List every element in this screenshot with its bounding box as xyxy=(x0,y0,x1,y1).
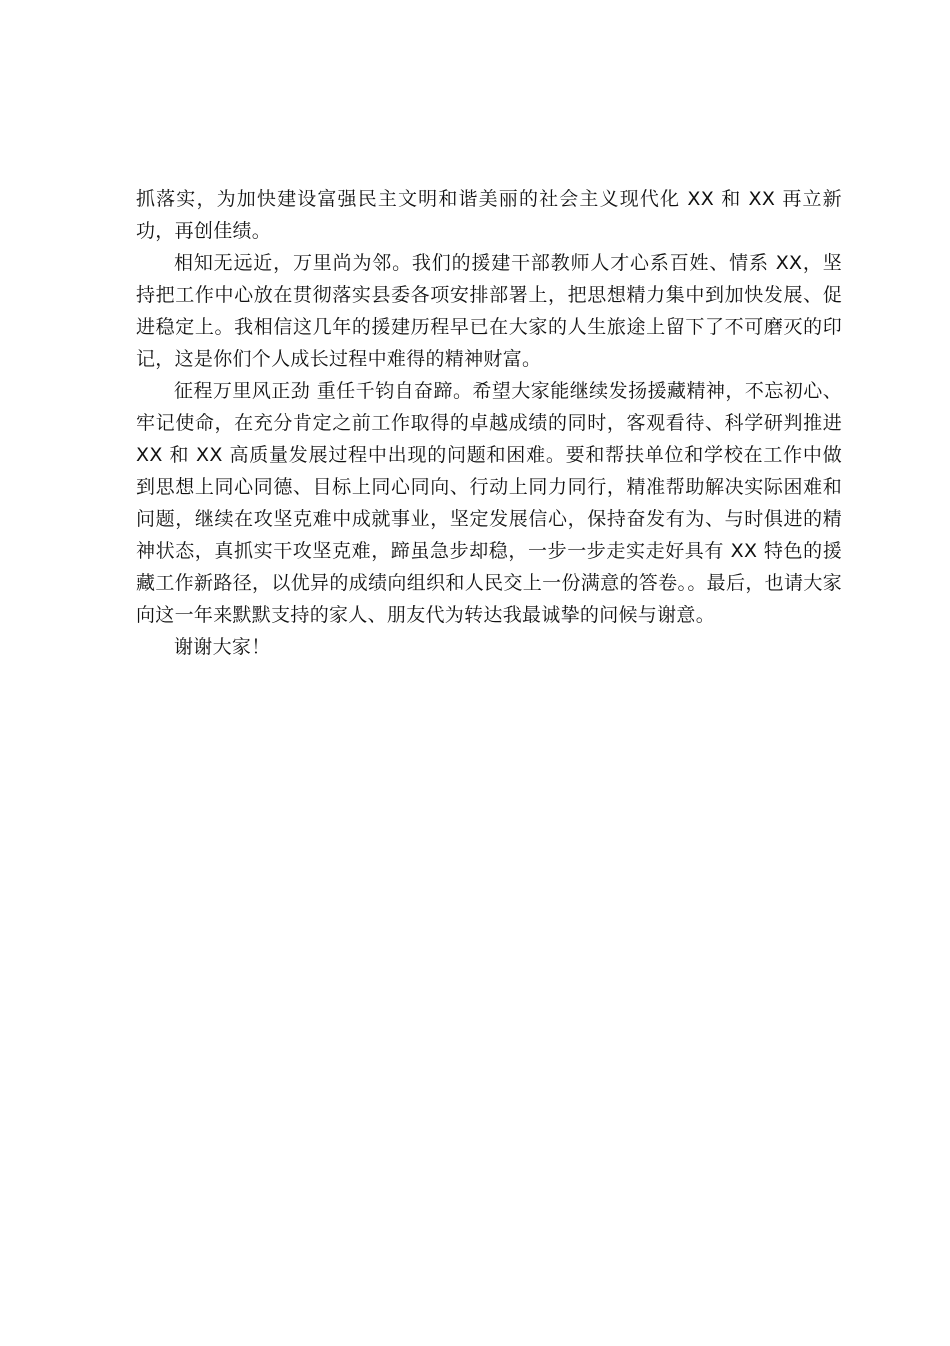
paragraph-hopes: 征程万里风正劲 重任千钧自奋蹄。希望大家能继续发扬援藏精神，不忘初心、牢记使命，在充分肯定之前工作取得的卓越成绩的同时，客观看待、科学研判推进 XX 和 XX 高质量发展过程中出现的问题和困难。要和帮扶单位和学校在工作中做到思想上同心同德、目标上同心同向、行动上同力同行，精准帮助解决实际困难和问题，继续在攻坚克难中成就事业，坚定发展信心，保持奋发有为、与时俱进的精神状态，真抓实干攻坚克难，蹄虽急步却稳，一步一步走实走好具有 XX 特色的援藏工作新路径，以优异的成绩向组织和人民交上一份满意的答卷。。最后，也请大家向这一年来默默支持的家人、朋友代为转达我最诚挚的问候与谢意。 xyxy=(136,380,842,626)
paragraph-neighbors: 相知无远近，万里尚为邻。我们的援建干部教师人才心系百姓、情系 XX，坚持把工作中心放在贯彻落实县委各项安排部署上，把思想精力集中到加快发展、促进稳定上。我相信这几年的援建历程早已在大家的人生旅途上留下了不可磨灭的印记，这是你们个人成长过程中难得的精神财富。 xyxy=(136,252,842,370)
paragraph-continuation: 抓落实，为加快建设富强民主文明和谐美丽的社会主义现代化 XX 和 XX 再立新功，再创佳绩。 xyxy=(136,188,842,242)
paragraph-thanks: 谢谢大家！ xyxy=(174,636,271,658)
document-body xyxy=(136,183,842,663)
